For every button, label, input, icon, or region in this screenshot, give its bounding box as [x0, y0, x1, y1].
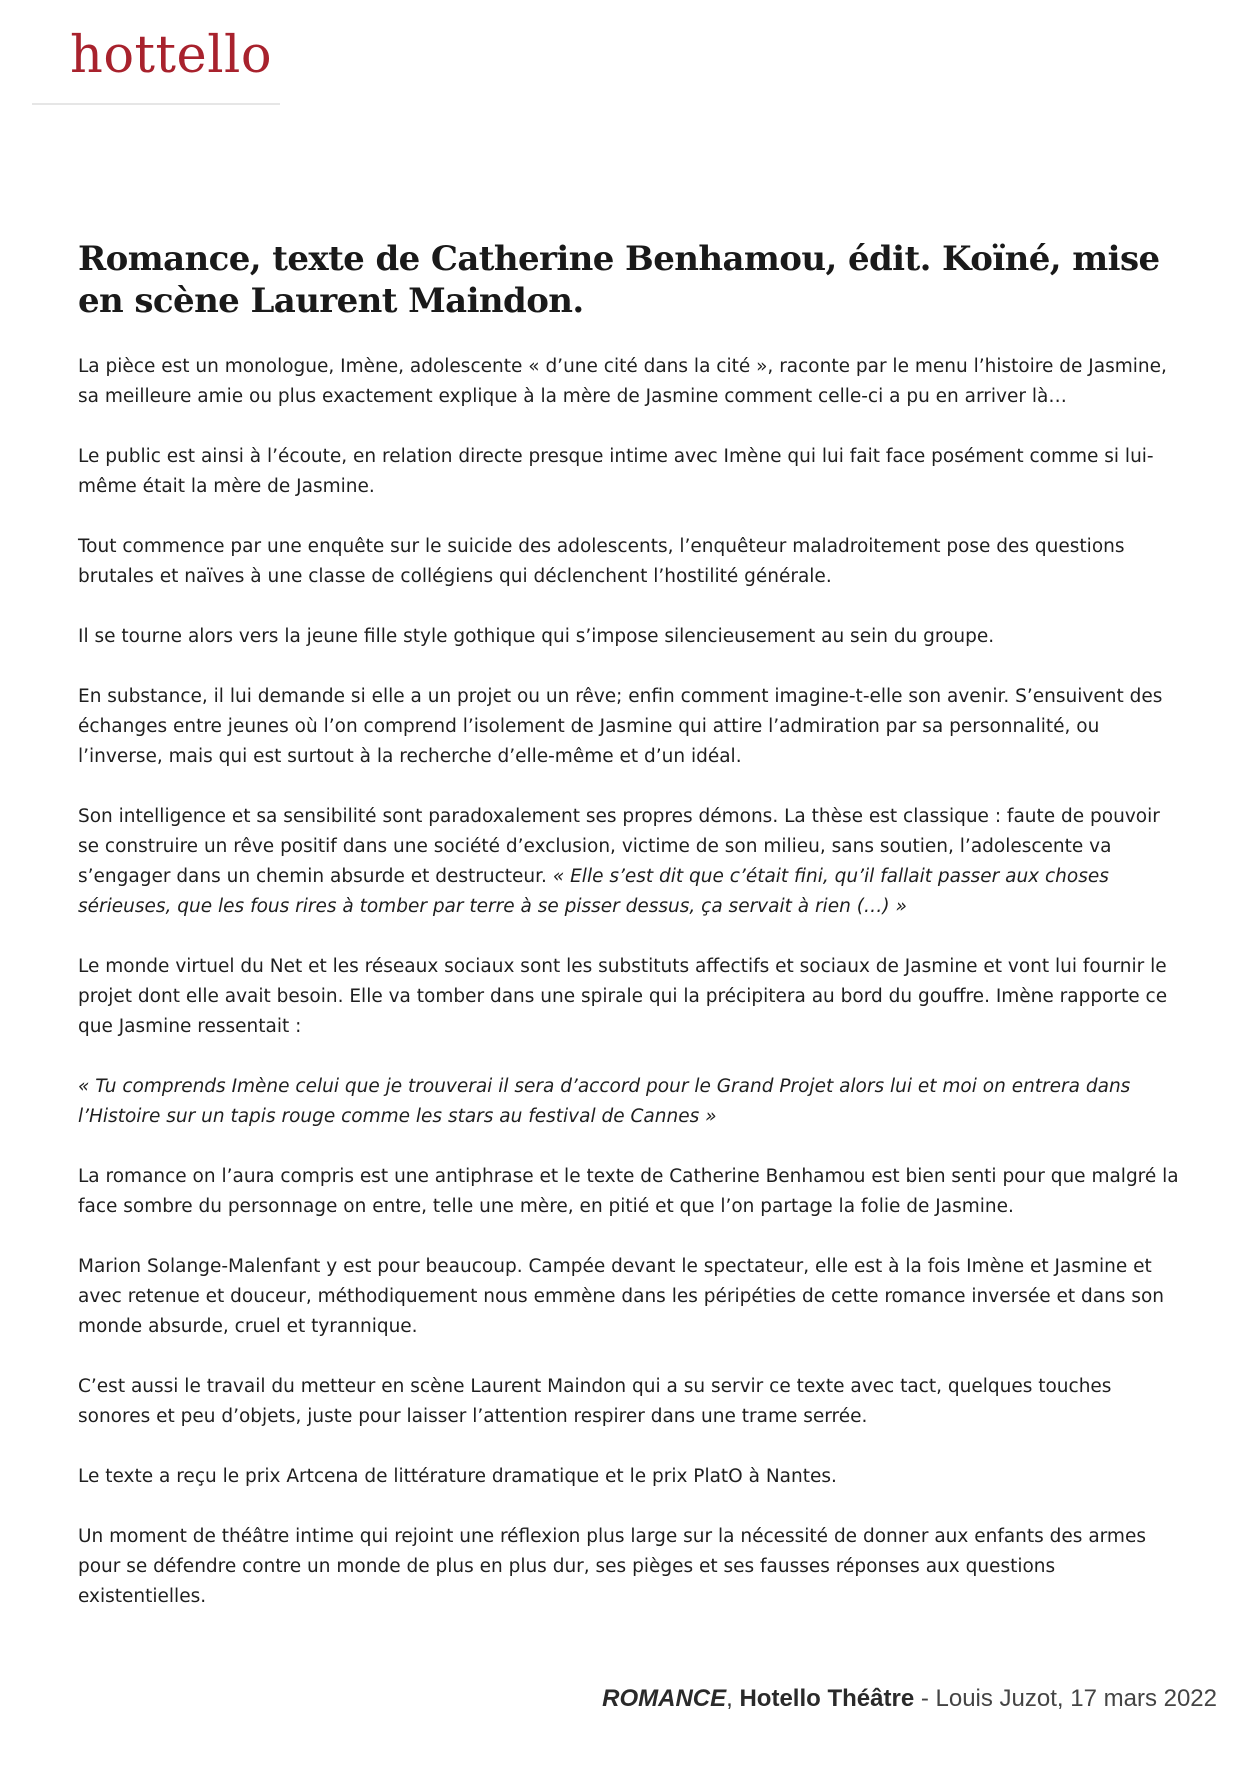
paragraph-6-quote: « Elle s’est dit que c’était fini, qu’il fallait passer aux choses sérieuses, que les fous rires à tomber par terre à se pisser dessus, ça servait à rien (…) »: [78, 866, 1109, 917]
logo-divider: [32, 103, 280, 105]
credit-author-date: - Louis Juzot, 17 mars 2022: [914, 1685, 1217, 1712]
credit-show-title: ROMANCE: [602, 1685, 727, 1712]
article-title: Romance, texte de Catherine Benhamou, édit. Koïné, mise en scène Laurent Maindon.: [78, 239, 1160, 321]
paragraph-11: C’est aussi le travail du metteur en scène Laurent Maindon qui a su servir ce texte avec tact, quelques touches sonores et peu d’objets, juste pour laisser l’attention respirer dans une trame serrée.: [78, 1376, 1112, 1427]
source-credit: [602, 1685, 1217, 1713]
paragraph-7: Le monde virtuel du Net et les réseaux sociaux sont les substituts affectifs et sociaux de Jasmine et vont lui fournir le projet dont elle avait besoin. Elle va tomber dans une spirale qui la précipitera au bord du gouffre. Imène rapporte ce que Jasmine ressentait :: [78, 956, 1168, 1037]
credit-publication: Hotello Théâtre: [739, 1685, 915, 1712]
paragraph-6: [78, 802, 1183, 922]
paragraph-6-text: Son intelligence et sa sensibilité sont paradoxalement ses propres démons. La thèse est classique : faute de pouvoir se construire un rêve positif dans une société d’exclusion, victime de son milieu, sans soutien, l’adolescente va s’engager dans un chemin absurde et destructeur.: [78, 806, 1160, 887]
credit-separator: ,: [726, 1685, 740, 1712]
paragraph-12: Le texte a reçu le prix Artcena de littérature dramatique et le prix PlatO à Nantes.: [78, 1466, 837, 1487]
paragraph-3: Tout commence par une enquête sur le suicide des adolescents, l’enquêteur maladroitement pose des questions brutales et naïves à une classe de collégiens qui déclenchent l’hostilité générale.: [78, 536, 1125, 587]
paragraph-13: Un moment de théâtre intime qui rejoint une réflexion plus large sur la nécessité de donner aux enfants des armes pour se défendre contre un monde de plus en plus dur, ses pièges et ses fausses réponses aux questions existentielles.: [78, 1526, 1146, 1607]
article: [78, 238, 1183, 1642]
paragraph-8-quote: « Tu comprends Imène celui que je trouverai il sera d’accord pour le Grand Projet alors lui et moi on entrera dans l’Histoire sur un tapis rouge comme les stars au festival de Cannes »: [78, 1076, 1131, 1127]
paragraph-2: Le public est ainsi à l’écoute, en relation directe presque intime avec Imène qui lui fait face posément comme si lui-même était la mère de Jasmine.: [78, 446, 1154, 497]
paragraph-9: La romance on l’aura compris est une antiphrase et le texte de Catherine Benhamou est bien senti pour que malgré la face sombre du personnage on entre, telle une mère, en pitié et que l’on partage la folie de Jasmine.: [78, 1166, 1179, 1217]
paragraph-5: En substance, il lui demande si elle a un projet ou un rêve; enfin comment imagine-t-elle son avenir. S’ensuivent des échanges entre jeunes où l’on comprend l’isolement de Jasmine qui attire l’admiration par sa personnalité, ou l’inverse, mais qui est surtout à la recherche d’elle-même et d’un idéal.: [78, 686, 1163, 767]
paragraph-1: La pièce est un monologue, Imène, adolescente « d’une cité dans la cité », raconte par le menu l’histoire de Jasmine, sa meilleure amie ou plus exactement explique à la mère de Jasmine comment celle-ci a pu en arriver là…: [78, 356, 1167, 407]
paragraph-4: Il se tourne alors vers la jeune fille style gothique qui s’impose silencieusement au sein du groupe.: [78, 626, 995, 647]
site-logo[interactable]: hottello: [70, 26, 273, 85]
paragraph-10: Marion Solange-Malenfant y est pour beaucoup. Campée devant le spectateur, elle est à la fois Imène et Jasmine et avec retenue et douceur, méthodiquement nous emmène dans les péripéties de cette romance inversée et dans son monde absurde, cruel et tyrannique.: [78, 1256, 1164, 1337]
